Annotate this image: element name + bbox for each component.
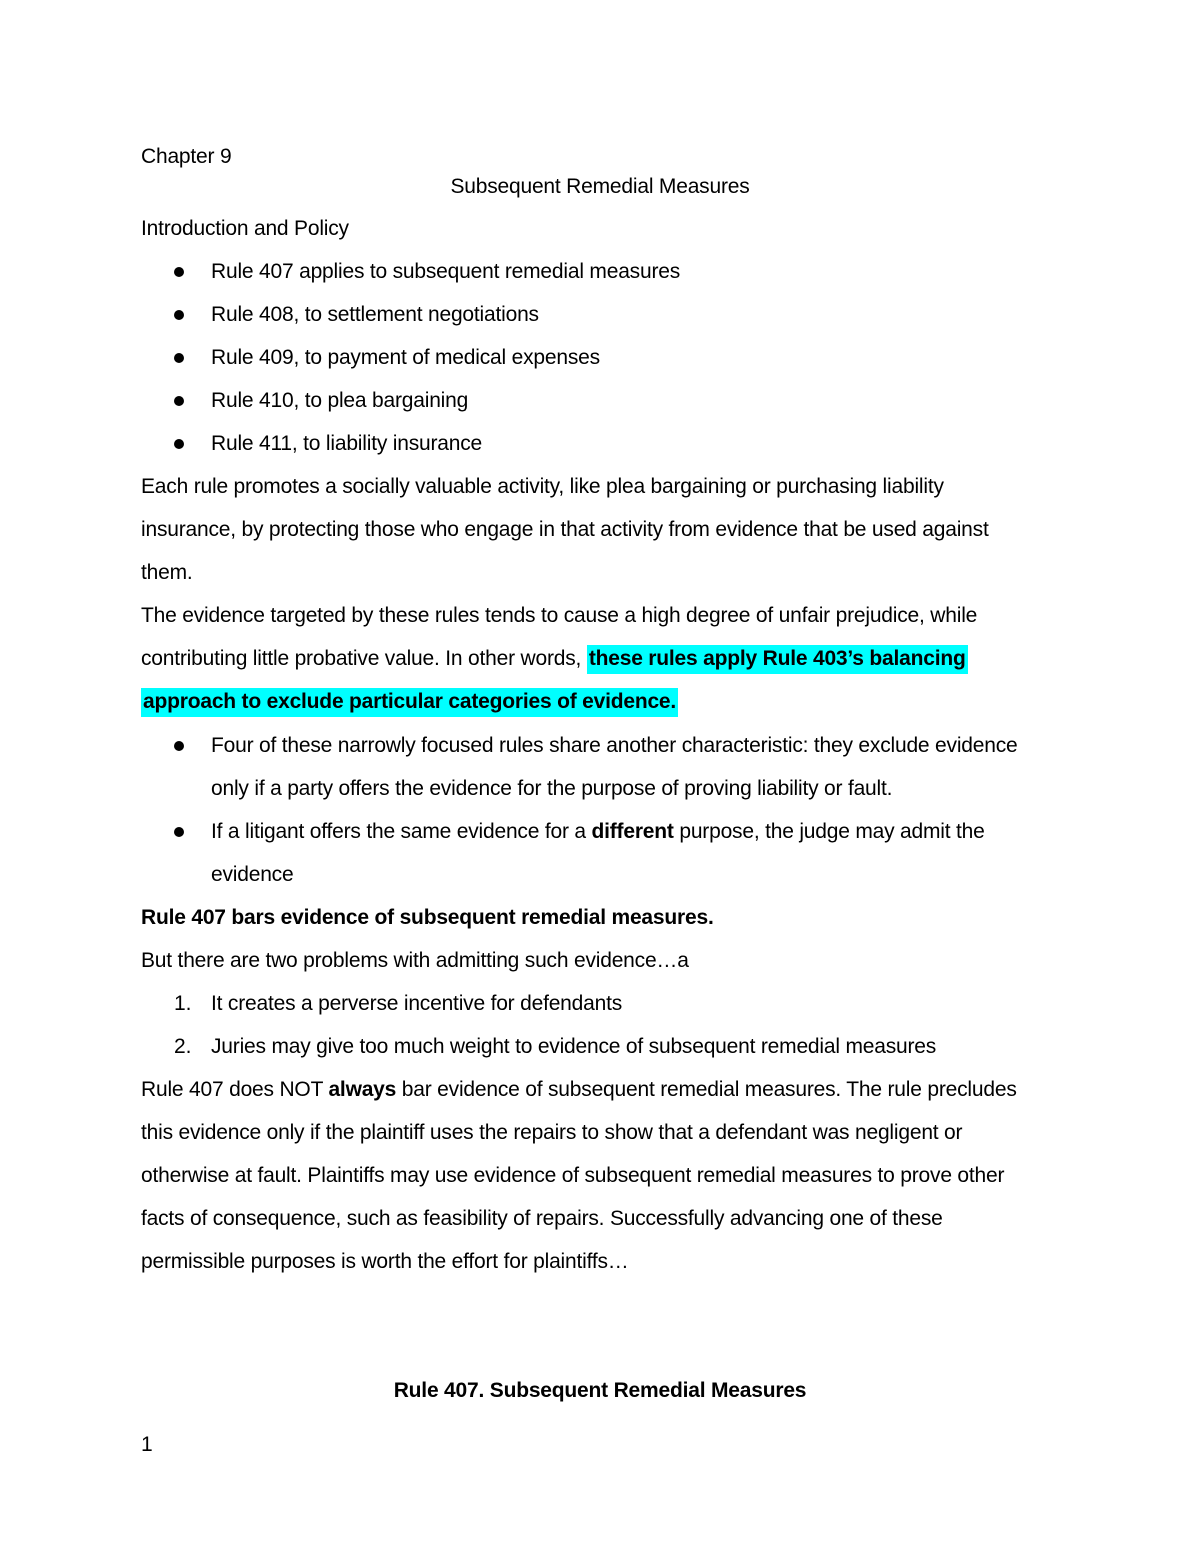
list-item: Rule 408, to settlement negotiations [211, 303, 539, 326]
list-number: 2. [174, 1035, 192, 1058]
list-item: It creates a perverse incentive for defendants [211, 992, 623, 1015]
bullet-icon [174, 741, 184, 751]
paragraph-text: Rule 407 does NOT [141, 1078, 329, 1101]
section-heading: Introduction and Policy [141, 217, 349, 240]
list-item: Rule 411, to liability insurance [211, 432, 483, 455]
highlighted-segment: these rules apply [588, 647, 763, 670]
list-item: Rule 407 applies to subsequent remedial measures [211, 260, 681, 283]
list-item-continuation: only if a party offers the evidence for the purpose of proving liability or fault. [211, 777, 893, 800]
bullet-icon [174, 439, 184, 449]
paragraph-line: The evidence targeted by these rules tends to cause a high degree of unfair prejudice, while [141, 604, 978, 627]
paragraph-line: insurance, by protecting those who engage in that activity from evidence that be used against [141, 518, 989, 541]
paragraph-text: bar evidence of subsequent remedial measures. The rule precludes [396, 1078, 1017, 1101]
problems-intro: But there are two problems with admitting such evidence…a [141, 949, 689, 972]
list-item: Rule 409, to payment of medical expenses [211, 346, 600, 369]
list-item: Rule 410, to plea bargaining [211, 389, 469, 412]
paragraph-line: facts of consequence, such as feasibility of repairs. Successfully advancing one of these [141, 1207, 943, 1230]
paragraph-line: them. [141, 561, 193, 584]
paragraph-line: permissible purposes is worth the effort for plaintiffs… [141, 1250, 629, 1273]
paragraph-line: Each rule promotes a socially valuable activity, like plea bargaining or purchasing liability [141, 475, 944, 498]
list-item-continuation: evidence [211, 863, 294, 886]
bullet-icon [174, 353, 184, 363]
paragraph-line: this evidence only if the plaintiff uses the repairs to show that a defendant was negligent or [141, 1121, 963, 1144]
list-number: 1. [174, 992, 192, 1015]
bullet-icon [174, 827, 184, 837]
list-item: Juries may give too much weight to evidence of subsequent remedial measures [211, 1035, 937, 1058]
highlighted-text [587, 645, 968, 674]
highlighted-text: approach to exclude particular categories of evidence. [141, 688, 678, 717]
paragraph-line [141, 1076, 1017, 1104]
bullet-icon [174, 396, 184, 406]
paragraph-text: contributing little probative value. In other words, [141, 647, 587, 670]
bullet-icon [174, 310, 184, 320]
list-item: Four of these narrowly focused rules share another characteristic: they exclude evidence [211, 734, 1018, 757]
paragraph-line: otherwise at fault. Plaintiffs may use evidence of subsequent remedial measures to prove other [141, 1164, 1005, 1187]
emphasis-text: always [328, 1078, 397, 1101]
rule-407-statement: Rule 407 bars evidence of subsequent remedial measures. [141, 906, 714, 929]
chapter-label: Chapter 9 [141, 145, 232, 168]
list-item [211, 818, 985, 846]
paragraph-line [141, 645, 968, 673]
paragraph-line [141, 688, 678, 716]
document-title: Subsequent Remedial Measures [450, 175, 750, 198]
emphasis-text: different [591, 820, 674, 843]
page-number: 1 [141, 1433, 153, 1456]
rule-407-heading: Rule 407. Subsequent Remedial Measures [393, 1379, 807, 1402]
list-item-text: If a litigant offers the same evidence for a [211, 820, 592, 843]
list-item-text: purpose, the judge may admit the [673, 820, 985, 843]
bullet-icon [174, 267, 184, 277]
highlighted-segment: ’s balancing [847, 647, 966, 670]
highlighted-bold-segment: Rule 403 [762, 647, 848, 670]
